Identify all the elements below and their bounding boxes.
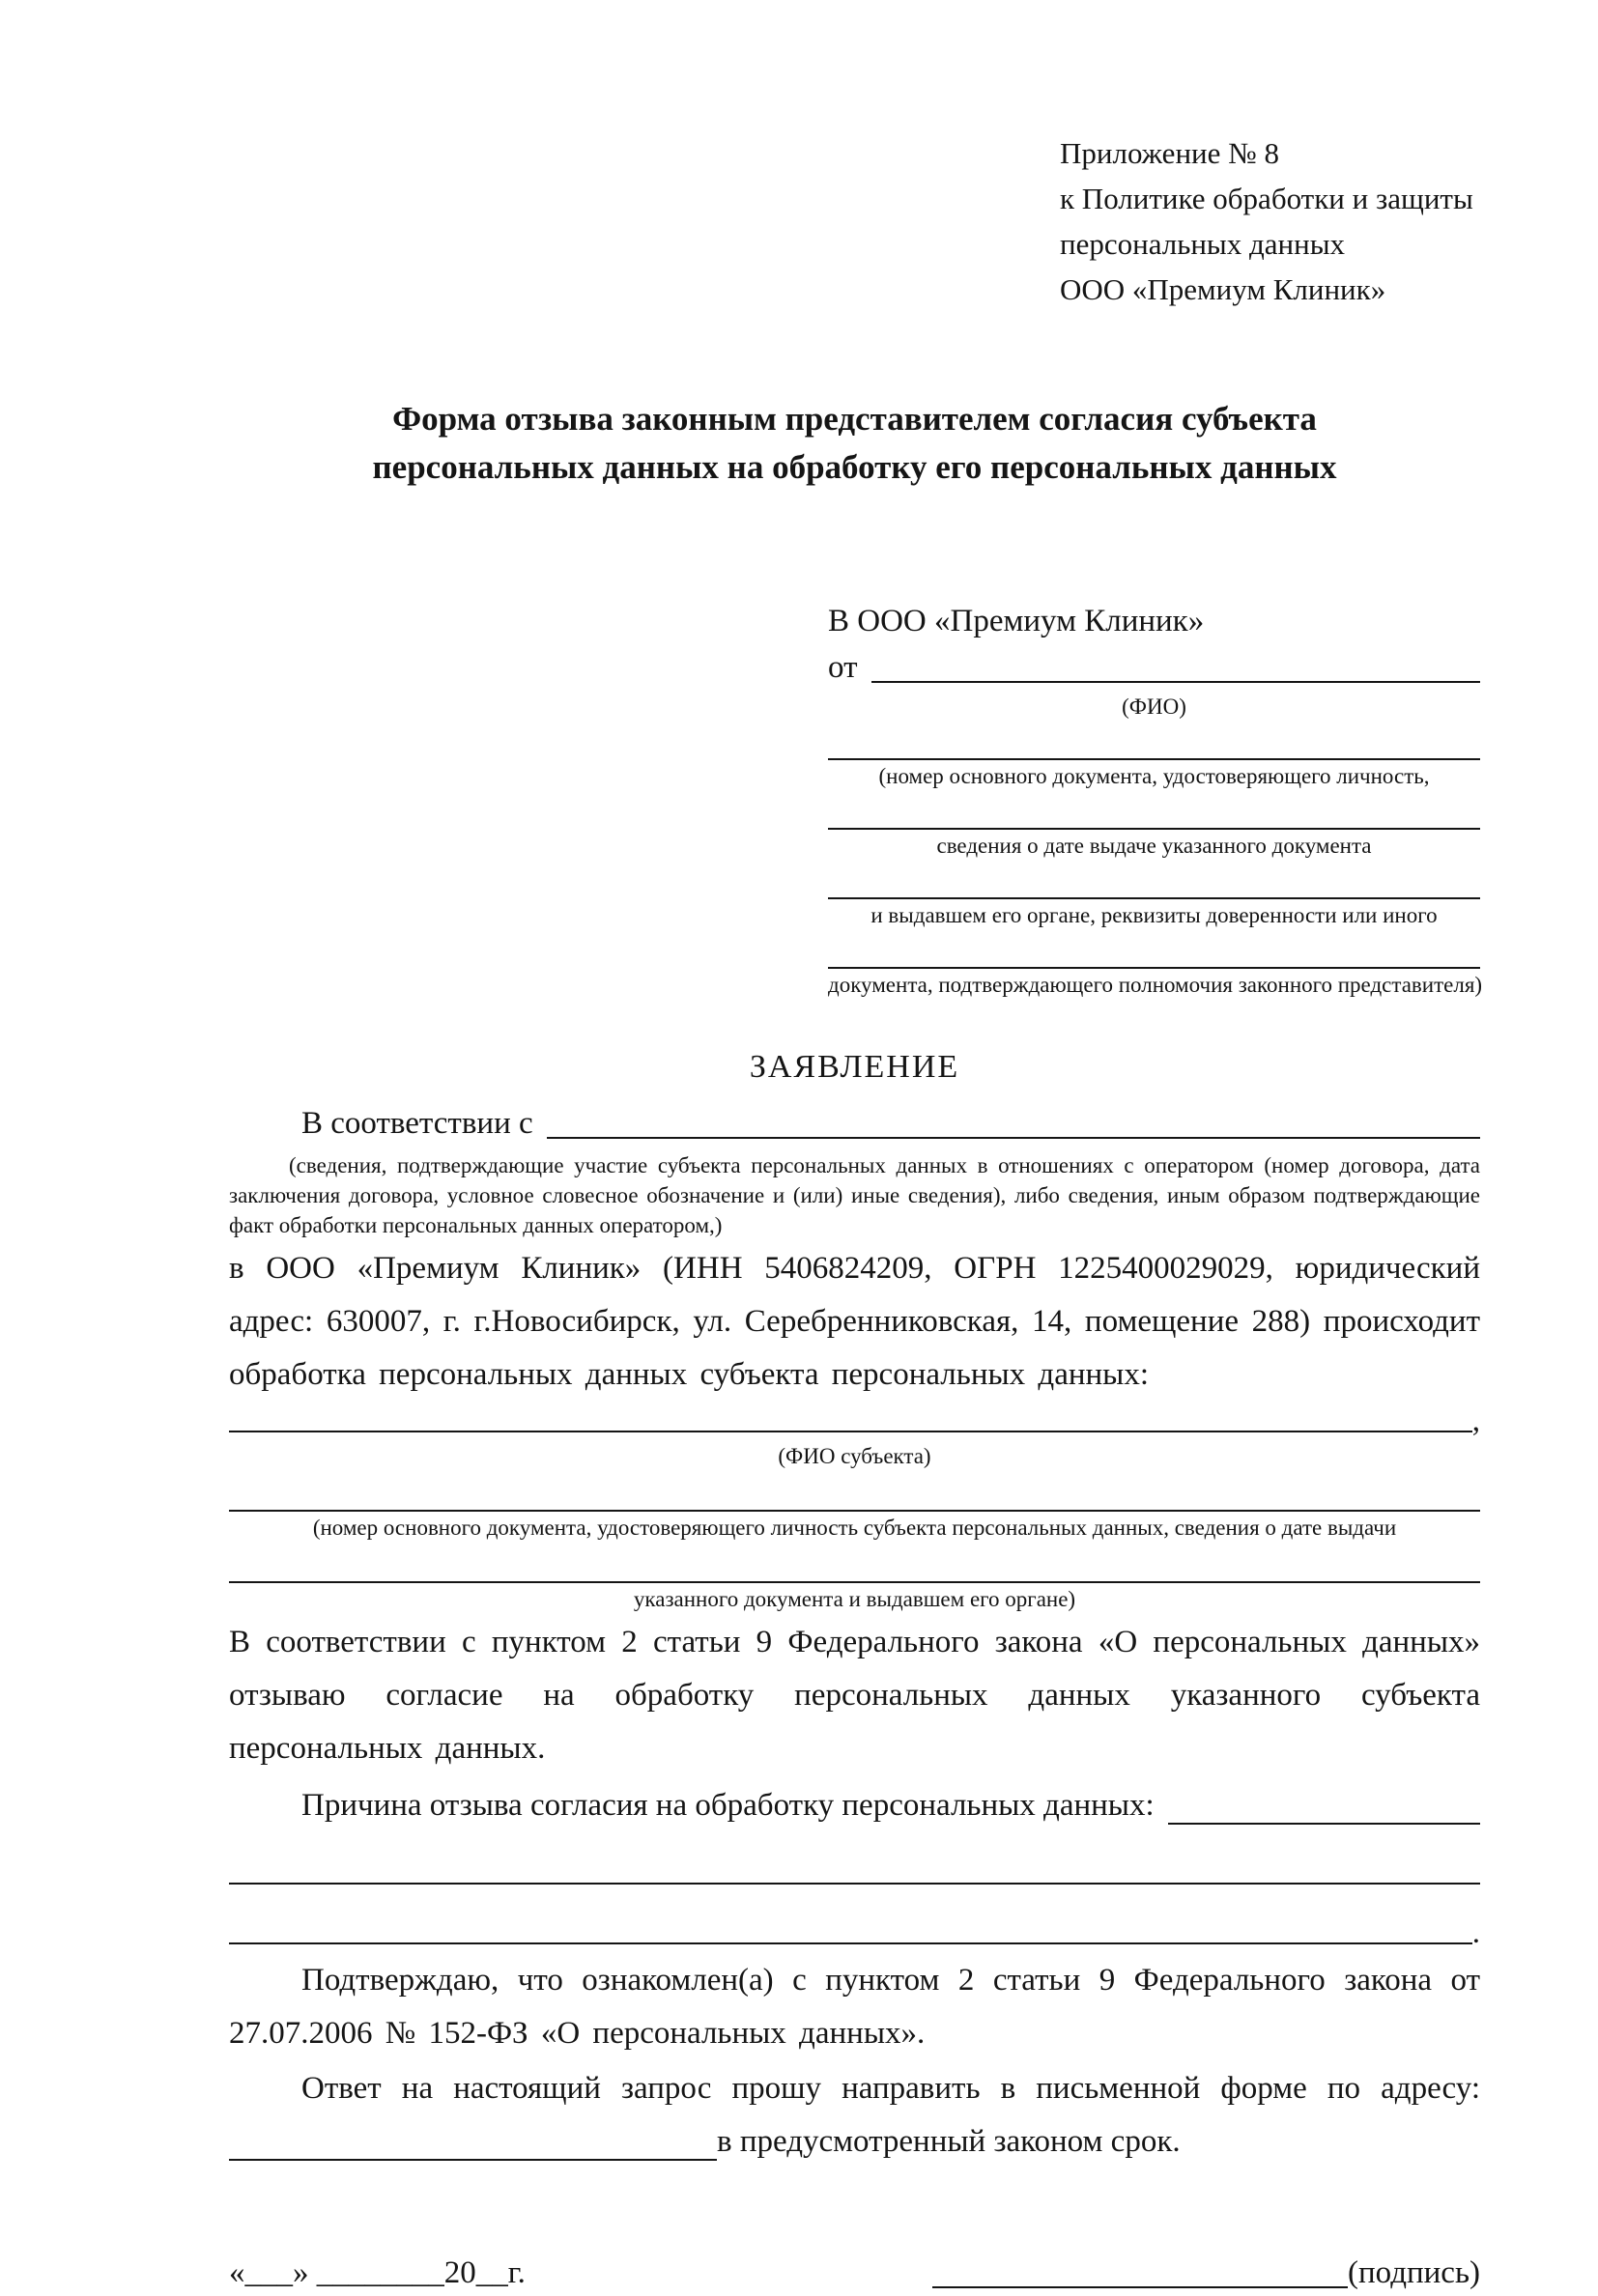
doc-caption-4: документа, подтверждающего полномочия законного представителя) (828, 973, 1483, 997)
addressee-block (828, 598, 1483, 1000)
statement-section (229, 1044, 1480, 2168)
signature-caption: (подпись) (1348, 2255, 1480, 2290)
subject-fio-comma: , (1471, 1403, 1480, 1438)
reason-prefix: Причина отзыва согласия на обработку персональных данных: (301, 1788, 1155, 1823)
intro-fill-line (547, 1137, 1480, 1139)
signature-fill-line (932, 2286, 1348, 2288)
confirm-paragraph: Подтверждаю, что ознакомлен(а) с пунктом 2 статьи 9 Федерального закона от 27.07.2006 № 152-ФЗ «О персональных данных». (229, 1963, 1480, 2051)
doc-caption-3: и выдавшем его органе, реквизиты доверенности или иного (870, 903, 1438, 927)
from-label: от (828, 650, 858, 685)
appendix-line: Приложение № 8 (1060, 136, 1279, 170)
intro-row (229, 1100, 1480, 1147)
subject-doc-caption-2: указанного документа и выдавшем его органе) (633, 1587, 1076, 1611)
intro-prefix: В соответствии с (301, 1106, 533, 1141)
doc-fill-line-1 (828, 758, 1480, 760)
signature-group (932, 2250, 1480, 2296)
doc-fill-line-4 (828, 967, 1480, 969)
doc-caption-1: (номер основного документа, удостоверяющего личность, (878, 764, 1430, 788)
reason-fill-line-3 (229, 1942, 1472, 1944)
withdrawal-paragraph: В соответствии с пунктом 2 статьи 9 Федерального закона «О персональных данных» отзываю согласие на обработку персональных данных указанного субъекта персональных данных. (229, 1625, 1480, 1766)
reason-row (229, 1779, 1480, 1832)
statement-heading: ЗАЯВЛЕНИЕ (749, 1049, 960, 1085)
doc-fill-line-2 (828, 828, 1480, 830)
signature-row (229, 2250, 1480, 2296)
reply-row (229, 2115, 1480, 2168)
fio-caption: (ФИО) (1122, 694, 1186, 719)
reply-prefix: Ответ на настоящий запрос прошу направить в письменной форме по адресу: (301, 2071, 1480, 2106)
subject-fio-fill-line (229, 1431, 1472, 1432)
from-row (828, 644, 1480, 691)
doc-caption-2: сведения о дате выдаче указанного документа (936, 834, 1372, 858)
appendix-block (1060, 130, 1480, 312)
subject-doc-fill-line-2 (229, 1581, 1480, 1583)
appendix-line: к Политике обработки и защиты (1060, 182, 1473, 215)
reply-suffix: в предусмотренный законом срок. (717, 2124, 1181, 2159)
subject-fio-caption: (ФИО субъекта) (778, 1444, 931, 1468)
reply-address-fill-line (229, 2159, 717, 2161)
subject-fio-row (229, 1402, 1480, 1440)
subject-doc-caption-1: (номер основного документа, удостоверяющего личность субъекта персональных данных, сведения о дате выдачи (312, 1516, 1397, 1540)
reason-fill-line (1168, 1823, 1480, 1825)
appendix-line: ООО «Премиум Клиник» (1060, 272, 1386, 306)
operator-paragraph: в ООО «Премиум Клиник» (ИНН 5406824209, ОГРН 1225400029029, юридический адрес: 630007, г. г.Новосибирск, ул. Серебренниковская, 14, помещение 288) происходит обработка персональных данных субъекта персональных данных: (229, 1251, 1480, 1392)
doc-fill-line-3 (828, 897, 1480, 899)
document-title: Форма отзыва законным представителем согласия субъекта персональных данных на обработку его персональных данных (372, 400, 1337, 486)
intro-caption: (сведения, подтверждающие участие субъекта персональных данных в отношениях с оператором (номер договора, дата заключения договора, условное словесное обозначение и (или) иные сведения), либо сведения, иным образом подтверждающие факт обработки персональных данных оператором,) (229, 1153, 1480, 1237)
reason-period: . (1471, 1915, 1480, 1950)
reason-row-3 (229, 1913, 1480, 1952)
appendix-line: персональных данных (1060, 227, 1346, 261)
reason-fill-line-2 (229, 1883, 1480, 1885)
date-blank: «___» ________20__г. (229, 2255, 526, 2290)
subject-doc-fill-line-1 (229, 1510, 1480, 1512)
from-fill-line (871, 681, 1481, 683)
addressee-to: В ООО «Премиум Клиник» (828, 604, 1205, 638)
